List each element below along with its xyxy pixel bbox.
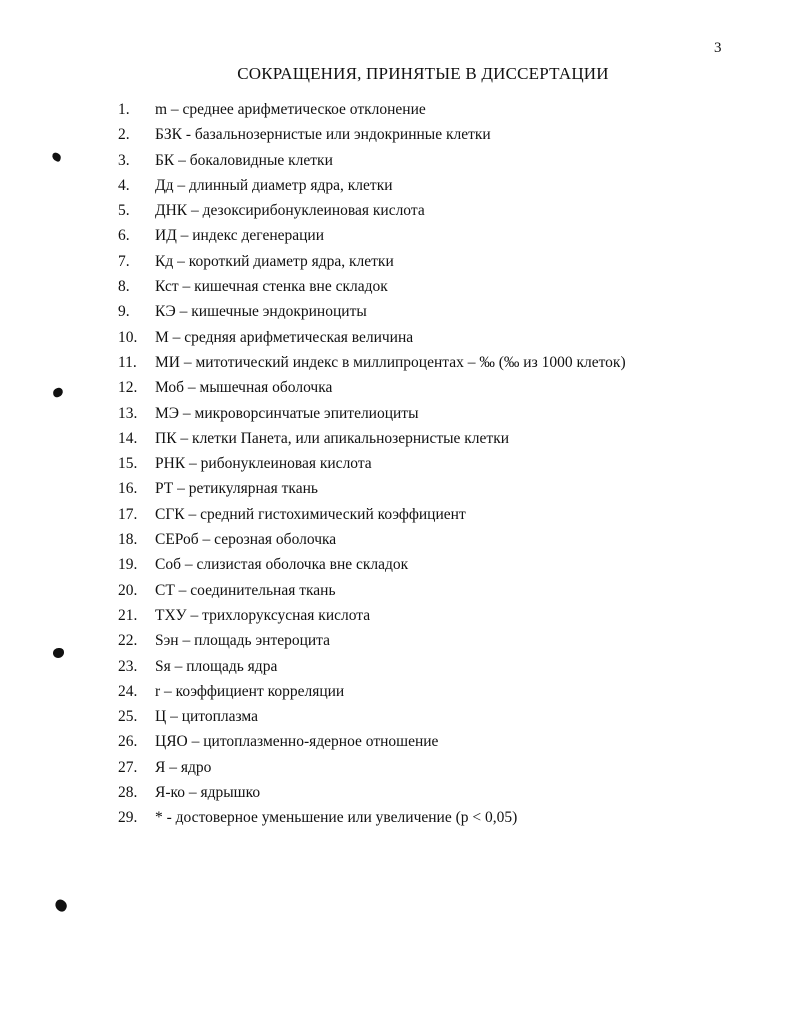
- list-item: [118, 148, 758, 173]
- list-item-text: Соб – слизистая оболочка вне складок: [155, 556, 409, 574]
- scan-speck: [53, 898, 69, 914]
- list-item-text: Я – ядро: [155, 758, 212, 776]
- list-item-number: 10.: [118, 328, 138, 346]
- list-item: [118, 97, 758, 122]
- abbreviation-list: [118, 97, 758, 831]
- list-item-text: РНК – рибонуклеиновая кислота: [155, 455, 372, 473]
- list-item-number: 7.: [118, 252, 130, 270]
- list-item-text: ПК – клетки Панета, или апикальнозернистые клетки: [155, 429, 510, 447]
- list-item: [118, 122, 758, 147]
- list-item-text: Sэн – площадь энтероцита: [155, 632, 331, 650]
- list-item: [118, 375, 758, 400]
- list-item-number: 22.: [118, 632, 138, 650]
- list-item-number: 16.: [118, 480, 138, 498]
- list-item-text: * - достоверное уменьшение или увеличение (p < 0,05): [155, 809, 518, 827]
- list-item: [118, 805, 758, 830]
- list-item: [118, 603, 758, 628]
- list-item-number: 8.: [118, 278, 130, 296]
- list-item-number: 28.: [118, 784, 138, 802]
- list-item-number: 21.: [118, 606, 138, 624]
- list-item: [118, 527, 758, 552]
- list-item-number: 4.: [118, 176, 130, 194]
- page-title: СОКРАЩЕНИЯ, ПРИНЯТЫЕ В ДИССЕРТАЦИИ: [237, 64, 609, 83]
- list-item-text: Кд – короткий диаметр ядра, клетки: [155, 252, 394, 270]
- list-item-number: 18.: [118, 531, 138, 549]
- scan-speck: [52, 387, 64, 398]
- list-item: [118, 223, 758, 248]
- list-item-text: Я-ко – ядрышко: [155, 784, 261, 802]
- list-item-number: 12.: [118, 379, 138, 397]
- list-item: [118, 350, 758, 375]
- list-item-text: ИД – индекс дегенерации: [155, 227, 325, 245]
- scan-speck: [53, 648, 64, 658]
- list-item-text: Sя – площадь ядра: [155, 657, 278, 675]
- list-item-text: МЭ – микроворсинчатые эпителиоциты: [155, 404, 419, 422]
- list-item-text: РТ – ретикулярная ткань: [155, 480, 318, 498]
- list-item: [118, 426, 758, 451]
- list-item: [118, 173, 758, 198]
- list-item: [118, 502, 758, 527]
- list-item-number: 24.: [118, 682, 138, 700]
- list-item-number: 3.: [118, 151, 130, 169]
- list-item: [118, 704, 758, 729]
- list-item: [118, 755, 758, 780]
- list-item: [118, 401, 758, 426]
- page-number: 3: [714, 40, 722, 56]
- list-item-text: СГК – средний гистохимический коэффициент: [155, 505, 466, 523]
- list-item-number: 1.: [118, 101, 130, 118]
- list-item: [118, 451, 758, 476]
- scan-speck: [51, 152, 62, 163]
- list-item-text: МИ – митотический индекс в миллипроцентах – ‰ (‰ из 1000 клеток): [155, 353, 626, 371]
- list-item-number: 20.: [118, 581, 138, 599]
- list-item: [118, 274, 758, 299]
- list-item-text: ТХУ – трихлоруксусная кислота: [155, 606, 371, 624]
- list-item: [118, 780, 758, 805]
- list-item-number: 13.: [118, 404, 138, 422]
- list-item-text: r – коэффициент корреляции: [155, 682, 345, 700]
- list-item: [118, 679, 758, 704]
- list-item-text: Кст – кишечная стенка вне складок: [155, 278, 388, 296]
- list-item-text: Моб – мышечная оболочка: [155, 379, 333, 397]
- list-item-number: 27.: [118, 758, 138, 776]
- list-item-number: 26.: [118, 733, 138, 751]
- list-item-number: 25.: [118, 708, 138, 726]
- list-item-text: ЦЯО – цитоплазменно-ядерное отношение: [155, 733, 439, 751]
- list-item: [118, 198, 758, 223]
- list-item: [118, 249, 758, 274]
- list-item-text: БЗК - базальнозернистые или эндокринные клетки: [155, 126, 491, 144]
- list-item: [118, 552, 758, 577]
- list-item-text: БК – бокаловидные клетки: [155, 151, 333, 169]
- list-item-number: 23.: [118, 657, 138, 675]
- list-item-number: 14.: [118, 429, 138, 447]
- list-item: [118, 578, 758, 603]
- list-item: [118, 325, 758, 350]
- list-item-text: СТ – соединительная ткань: [155, 581, 336, 599]
- list-item-number: 29.: [118, 809, 138, 827]
- list-item-number: 5.: [118, 202, 130, 220]
- list-item-text: Ц – цитоплазма: [155, 708, 258, 726]
- list-item-number: 9.: [118, 303, 130, 321]
- list-item-text: М – средняя арифметическая величина: [155, 328, 414, 346]
- list-item: [118, 654, 758, 679]
- list-item-number: 11.: [118, 353, 137, 371]
- list-item: [118, 476, 758, 501]
- list-item-text: Дд – длинный диаметр ядра, клетки: [155, 176, 393, 194]
- list-item: [118, 729, 758, 754]
- list-item-text: КЭ – кишечные эндокриноциты: [155, 303, 367, 321]
- list-item-text: СЕРоб – серозная оболочка: [155, 531, 337, 549]
- list-item-number: 17.: [118, 505, 138, 523]
- list-item-number: 2.: [118, 126, 130, 144]
- list-item-number: 15.: [118, 455, 138, 473]
- list-item: [118, 299, 758, 324]
- list-item: [118, 628, 758, 653]
- list-item-text: m – среднее арифметическое отклонение: [155, 101, 426, 118]
- list-item-number: 19.: [118, 556, 138, 574]
- list-item-number: 6.: [118, 227, 130, 245]
- list-item-text: ДНК – дезоксирибонуклеиновая кислота: [155, 202, 425, 220]
